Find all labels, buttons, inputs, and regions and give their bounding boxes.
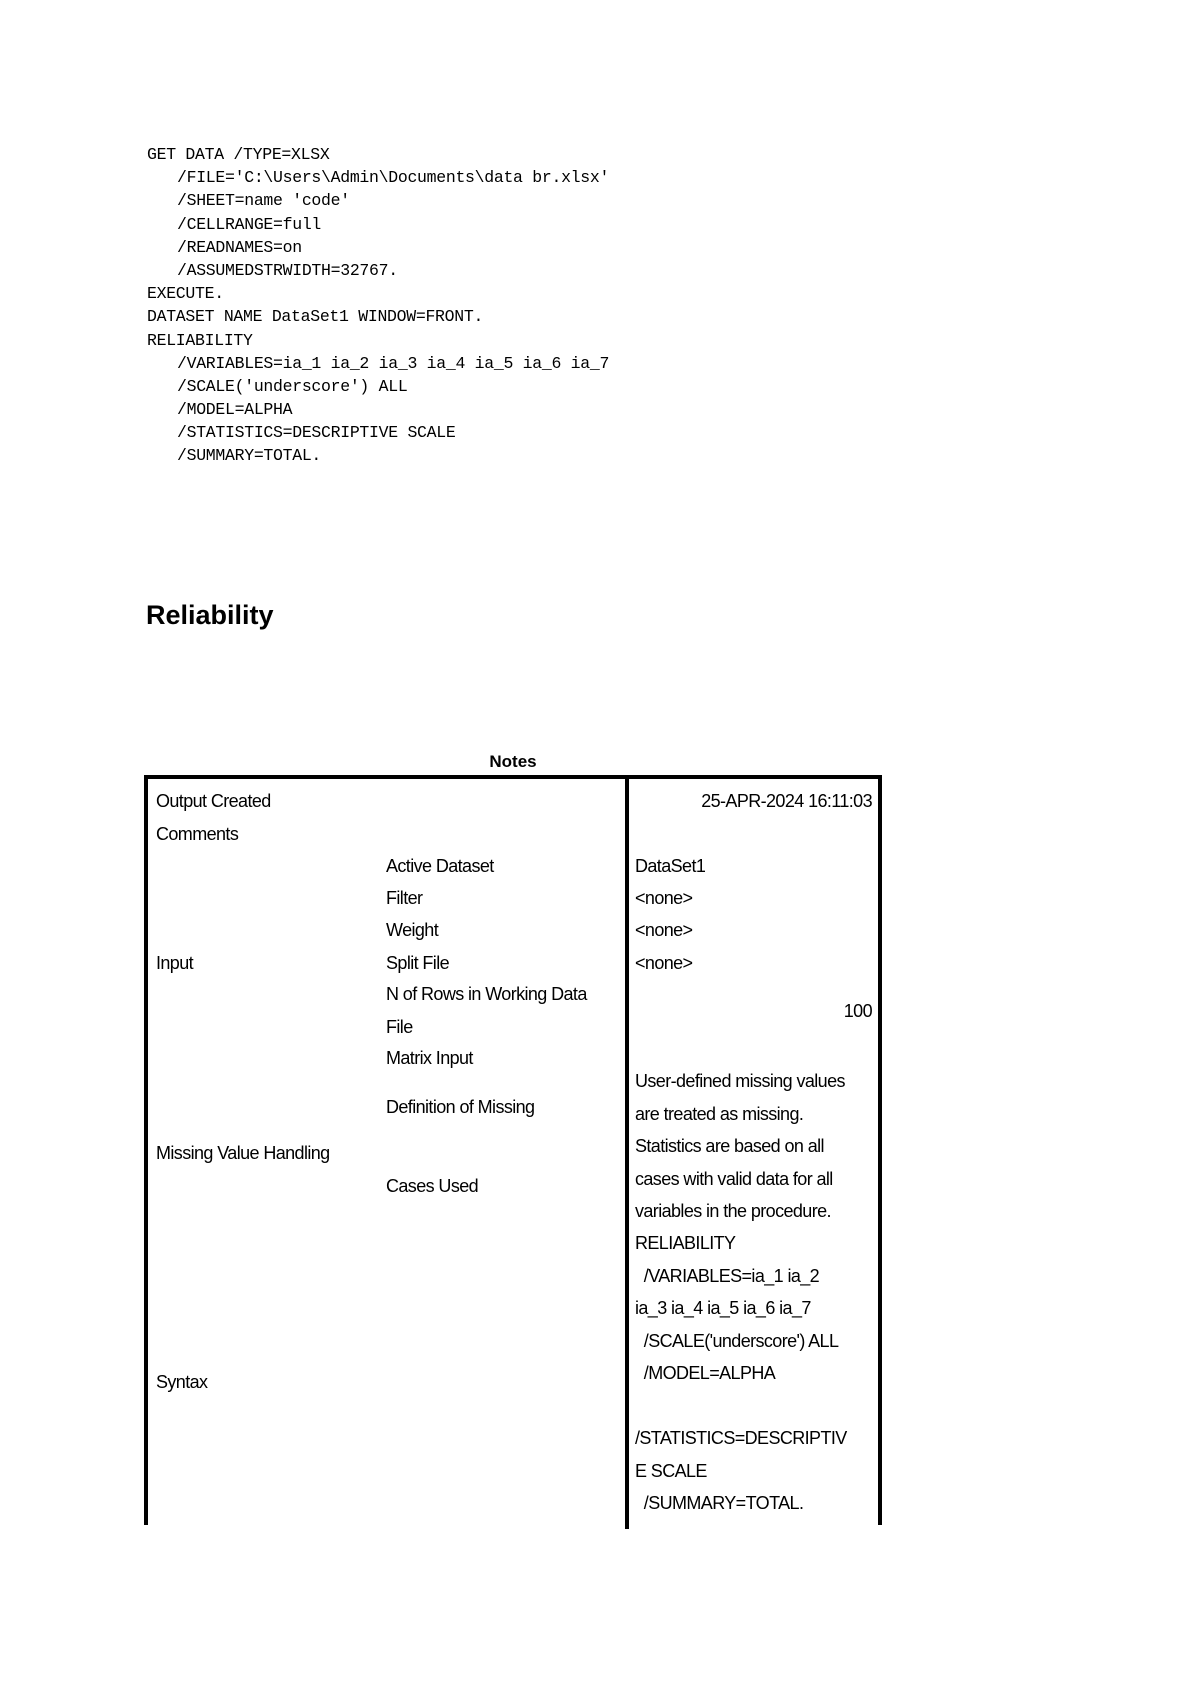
definition-missing-value: User-defined missing values are treated as missing.: [635, 1071, 845, 1124]
syntax-line: GET DATA /TYPE=XLSX: [147, 145, 330, 164]
syntax-line: /ASSUMEDSTRWIDTH=32767.: [177, 260, 398, 280]
syntax-line: /READNAMES=on: [177, 237, 302, 257]
n-rows-label: N of Rows in Working Data File: [386, 984, 587, 1037]
comments-label: Comments: [156, 824, 239, 844]
filter-value: <none>: [635, 888, 693, 908]
column-divider: [625, 779, 629, 1529]
weight-value: <none>: [635, 920, 693, 940]
n-rows-value: 100: [843, 1001, 872, 1021]
syntax-line: /STATISTICS=DESCRIPTIVE SCALE: [177, 423, 456, 443]
output-created-value: 25-APR-2024 16:11:03: [701, 791, 872, 811]
notes-table-title: Notes: [489, 752, 537, 771]
section-heading: Reliability: [146, 600, 274, 630]
syntax-line: /SUMMARY=TOTAL.: [177, 446, 322, 466]
filter-label: Filter: [386, 888, 423, 908]
input-label: Input: [156, 953, 194, 973]
syntax-line: RELIABILITY: [147, 330, 253, 350]
output-created-label: Output Created: [156, 791, 271, 811]
definition-missing-label: Definition of Missing: [386, 1097, 535, 1117]
syntax-line: /CELLRANGE=full: [177, 214, 322, 234]
syntax-value: RELIABILITY /VARIABLES=ia_1 ia_2 ia_3 ia_4 ia_5 ia_6 ia_7 /SCALE('underscore') ALL /MODEL=ALPHA /STATISTICS=DESCRIPTIV E SCALE /SUMMARY=TOTAL.: [635, 1233, 847, 1513]
syntax-line: EXECUTE.: [147, 284, 224, 304]
active-dataset-label: Active Dataset: [386, 856, 494, 876]
matrix-input-label: Matrix Input: [386, 1048, 473, 1068]
syntax-line: /FILE='C:\Users\Admin\Documents\data br.xlsx': [177, 168, 610, 188]
syntax-line: /MODEL=ALPHA: [177, 400, 293, 420]
cases-used-label: Cases Used: [386, 1176, 479, 1196]
syntax-line: /SHEET=name 'code': [177, 191, 350, 211]
weight-label: Weight: [386, 920, 439, 940]
syntax-line: /VARIABLES=ia_1 ia_2 ia_3 ia_4 ia_5 ia_6 ia_7: [177, 353, 610, 373]
cases-used-value: Statistics are based on all cases with valid data for all variables in the procedure.: [635, 1136, 833, 1221]
notes-table: [144, 775, 882, 1525]
split-file-label: Split File: [386, 953, 450, 973]
active-dataset-value: DataSet1: [635, 856, 706, 876]
split-file-value: <none>: [635, 953, 693, 973]
syntax-line: /SCALE('underscore') ALL: [177, 376, 408, 396]
syntax-block: [147, 143, 609, 468]
missing-value-handling-label: Missing Value Handling: [156, 1143, 330, 1163]
syntax-line: DATASET NAME DataSet1 WINDOW=FRONT.: [147, 307, 484, 327]
syntax-label: Syntax: [156, 1372, 208, 1392]
